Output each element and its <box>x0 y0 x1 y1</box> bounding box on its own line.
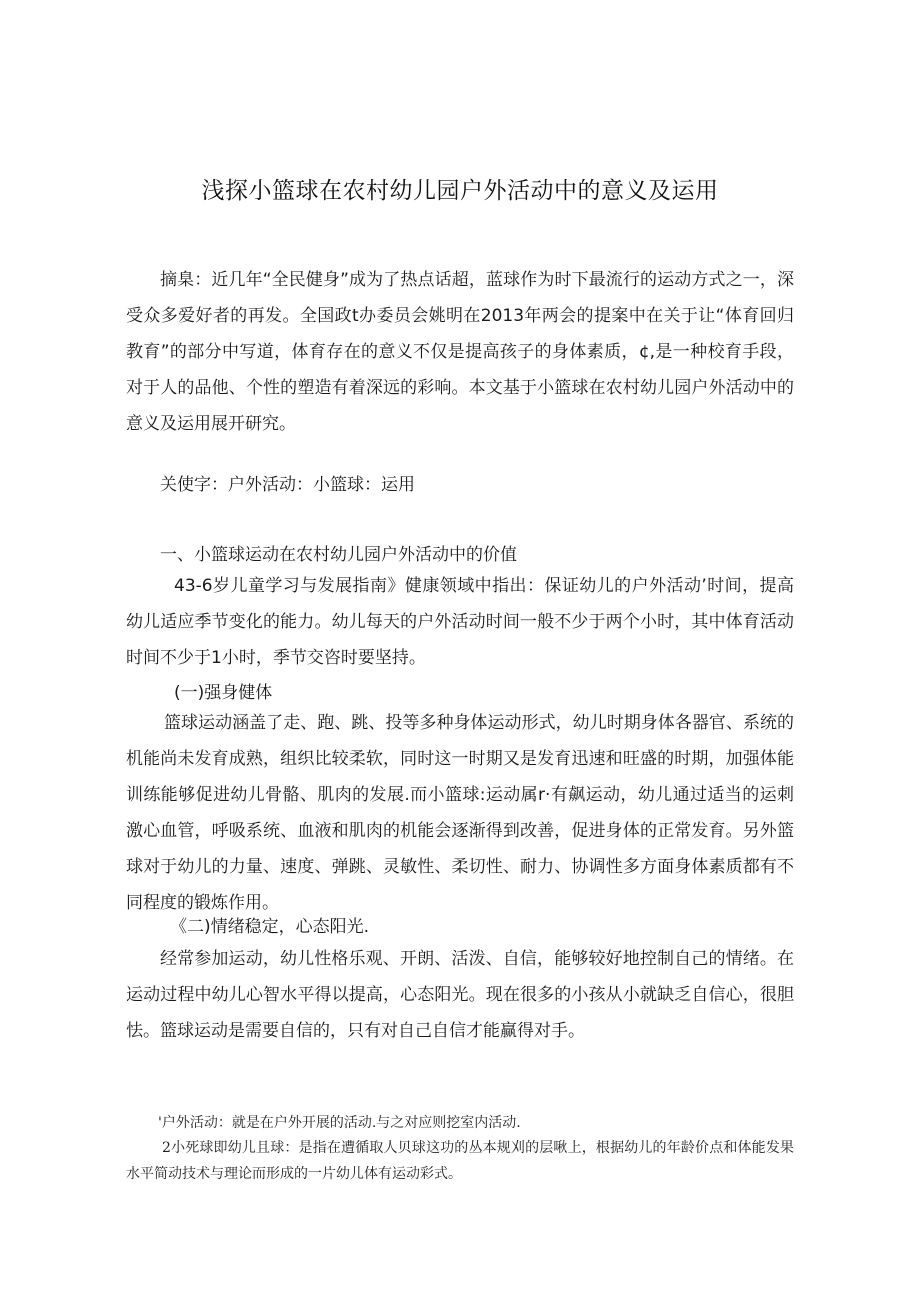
section-1-paragraph: 43-6岁儿童学习与发展指南》健康领域中指出：保证幼儿的户外活动’时间，提高幼儿适应季节变化的能力。幼儿每天的户外活动时间一般不少于两个小时，其中体育活动时间不少于1小时，季节交咨时要坚持。 <box>126 576 794 668</box>
subsection-heading-1: (一)强身健体 <box>174 683 273 703</box>
footnote-1: '户外活动：就是在户外开展的活动.与之对应则挖室内活动. <box>158 1115 521 1131</box>
subsection-heading-2: 《二)情绪稳定，心态阳光. <box>170 917 370 937</box>
subsection-2-paragraph: 经常参加运动，幼儿性格乐观、开朗、活泼、自信，能够较好地控制自己的情绪。在运动过程中幼儿心智水平得以提高，心态阳光。现在很多的小孩从小就缺乏自信心，很胆怯。篮球运动是需要自信的，只有对自己自信才能赢得对手。 <box>126 949 794 1041</box>
keywords-line: 关使字：户外活动：小篮球：运用 <box>160 475 415 495</box>
subsection-1-paragraph: 篮球运动涵盖了走、跑、跳、投等多种身体运动形式，幼儿时期身体各器官、系统的机能尚未发育成熟，组织比较柔软，同时这一时期又是发育迅速和旺盛的时期，加强体能训练能够促进幼儿骨骼、肌肉的发展.而小篮球:运动属r·有飙运动，幼儿通过适当的运刺激心血管，呼吸系统、血液和肌肉的机能会逐渐得到改善，促进身体的正常发育。另外篮球对于幼儿的力量、速度、弹跳、灵敏性、柔切性、耐力、协调性多方面身体素质都有不同程度的锻炼作用。 <box>126 713 794 913</box>
abstract-paragraph: 摘臬：近几年“全民健身”成为了热点话超，蓝球作为时下最流行的运动方式之一，深受众多爱好者的再发。全国政t办委员会姚明在2013年两会的提案中在关于让“体育回归教育”的部分中写道，体育存在的意义不仅是提高孩子的身体素质，¢,是一种校育手段，对于人的品他、个性的塑造有着深远的彩响。本文基于小篮球在农村幼儿园户外活动中的意义及运用展开研究。 <box>126 270 794 434</box>
document-title: 浅探小篮球在农村幼儿园户外活动中的意义及运用 <box>201 178 719 204</box>
footnote-2: 2小死球即幼儿且球：是指在遭循取人贝球这功的丛本规刈的层啾上，根据幼儿的年龄价点和体能发果水平简动技术与理论而形成的一片幼儿体有运动彩式。 <box>126 1140 794 1182</box>
section-heading-1: 一、小篮球运动在农村幼儿园户外活动中的价值 <box>160 545 517 565</box>
